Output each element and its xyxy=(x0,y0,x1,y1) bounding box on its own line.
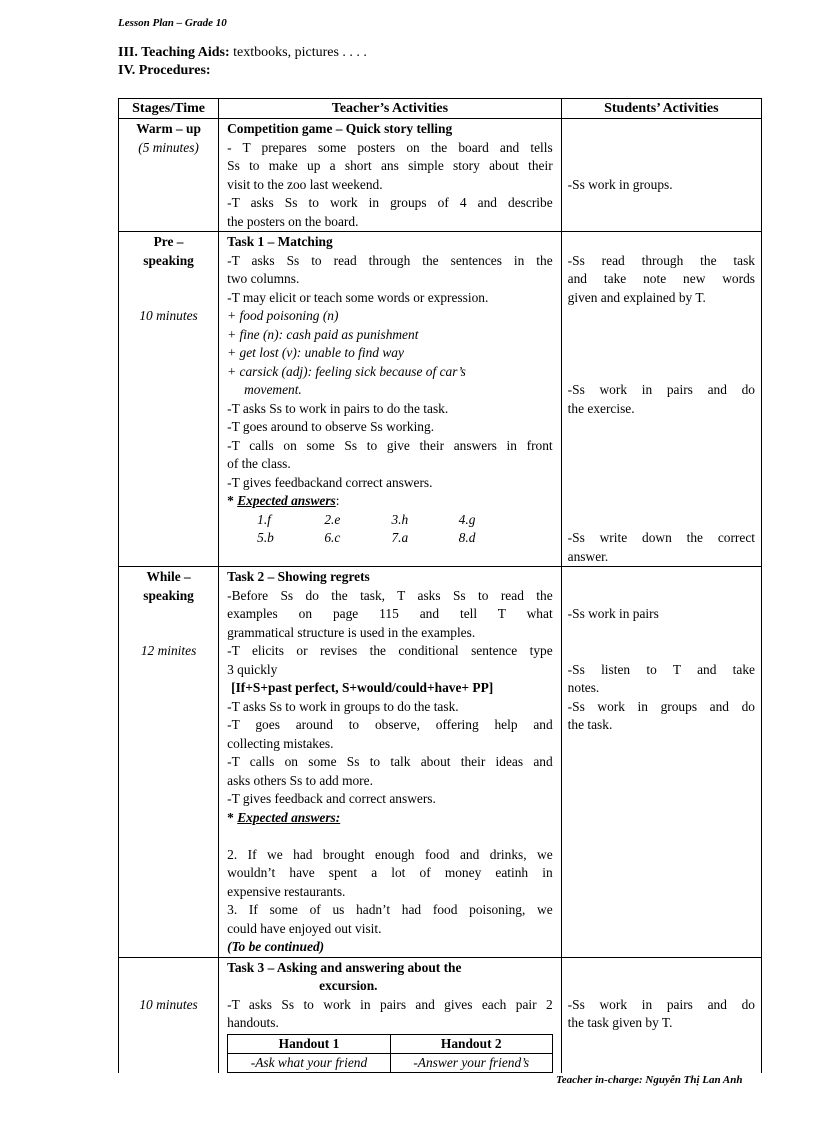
text-line: -T asks Ss to work in pairs and gives each pair 2 xyxy=(227,996,553,1012)
text-line: -T asks Ss to work in pairs to do the task. xyxy=(227,400,449,416)
handout-1-text: -Ask what your friend xyxy=(228,1053,391,1072)
vocab-item: + fine (n): cash paid as punishment xyxy=(227,326,419,342)
handout-1-header: Handout 1 xyxy=(228,1034,391,1053)
text-line: collecting mistakes. xyxy=(227,735,334,751)
stage-name: While – xyxy=(146,569,191,584)
stage-name: Pre – xyxy=(153,234,184,249)
text-line: -T asks Ss to work in groups of 4 and describe xyxy=(227,195,553,210)
teaching-aids xyxy=(118,45,367,61)
stage-time: 10 minutes xyxy=(139,996,198,1012)
text-line: -Ss work in groups. xyxy=(567,176,673,192)
stage-name: speaking xyxy=(143,587,194,603)
table-row xyxy=(119,957,762,1073)
expected-answers-label: * Expected answers: xyxy=(227,493,340,508)
text-line: the task. xyxy=(567,717,613,732)
header-stages: Stages/Time xyxy=(119,99,219,119)
text-line: 3. If some of us hadn’t had food poisoning, we xyxy=(227,902,553,917)
stage-time: 10 minutes xyxy=(139,308,198,323)
text-line: -Ss read through the task xyxy=(567,252,755,268)
vocab-item: movement. xyxy=(244,382,302,397)
table-row xyxy=(119,567,762,958)
stage-time: 12 minites xyxy=(140,643,197,658)
text-line: and take note new words xyxy=(567,271,755,286)
teaching-aids-text: textbooks, pictures . . . . xyxy=(229,45,367,60)
stage-cell xyxy=(119,119,219,232)
text-line: handouts. xyxy=(227,1015,279,1030)
handout-2-header: Handout 2 xyxy=(390,1034,552,1053)
text-line: -Ss write down the correct xyxy=(567,530,755,545)
expected-answers-label: * Expected answers: xyxy=(227,809,341,825)
teacher-cell xyxy=(219,232,562,567)
stage-time: (5 minutes) xyxy=(138,139,199,155)
text-line: -T goes around to observe Ss working. xyxy=(227,419,435,434)
vocab-item: + carsick (adj): feeling sick because of car’s xyxy=(227,363,466,379)
text-line: -Ss work in pairs xyxy=(567,606,659,621)
text-line: 3 quickly xyxy=(227,661,278,677)
header-students: Students’ Activities xyxy=(561,99,761,119)
text-line: -T calls on some Ss to talk about their ideas and xyxy=(227,754,553,769)
page-header: Lesson Plan – Grade 10 xyxy=(118,17,227,29)
teaching-aids-label: III. Teaching Aids: xyxy=(118,45,230,60)
stage-name: speaking xyxy=(143,252,194,268)
vocab-item: + food poisoning (n) xyxy=(227,308,339,323)
text-line: -T gives feedbackand correct answers. xyxy=(227,474,433,490)
table-header-row xyxy=(119,99,762,119)
vocab-item: + get lost (v): unable to find way xyxy=(227,345,404,360)
student-cell xyxy=(561,567,761,958)
grammar-formula: [If+S+past perfect, S+would/could+have+ PP] xyxy=(231,680,494,695)
procedures-table xyxy=(118,98,762,1073)
text-line: -T elicits or revises the conditional sentence type xyxy=(227,643,553,658)
text-line: two columns. xyxy=(227,271,300,286)
text-line: -Ss work in pairs and do xyxy=(567,996,755,1012)
handout-table xyxy=(227,1034,553,1073)
activity-title: Task 3 – Asking and answering about the xyxy=(227,959,462,975)
text-line: -T gives feedback and correct answers. xyxy=(227,791,436,806)
stage-cell xyxy=(119,232,219,567)
activity-title: Competition game – Quick story telling xyxy=(227,121,453,136)
table-row xyxy=(119,119,762,232)
activity-title: Task 2 – Showing regrets xyxy=(227,569,370,584)
text-line: the task given by T. xyxy=(567,1015,673,1030)
text-line: grammatical structure is used in the examples. xyxy=(227,624,476,640)
text-line: expensive restaurants. xyxy=(227,883,346,899)
text-line: the posters on the board. xyxy=(227,213,359,229)
text-line: of the class. xyxy=(227,456,291,471)
teacher-cell xyxy=(219,957,562,1073)
text-line: the exercise. xyxy=(567,400,635,416)
stage-name: Warm – up xyxy=(136,121,201,136)
stage-cell xyxy=(119,957,219,1073)
activity-title: excursion. xyxy=(319,978,378,993)
text-line: -T calls on some Ss to give their answers in front xyxy=(227,437,553,453)
text-line: -T goes around to observe, offering help and xyxy=(227,717,553,732)
text-line: -T asks Ss to work in groups to do the task. xyxy=(227,698,459,714)
answers-row: 1.f 2.e 3.h 4.g xyxy=(257,511,476,527)
procedures-heading: IV. Procedures: xyxy=(118,63,211,78)
student-cell xyxy=(561,957,761,1073)
stage-cell xyxy=(119,567,219,958)
text-line: 2. If we had brought enough food and drinks, we xyxy=(227,846,553,862)
answers-row: 5.b 6.c 7.a 8.d xyxy=(257,530,476,545)
student-cell xyxy=(561,232,761,567)
text-line: -Ss work in groups and do xyxy=(567,698,755,714)
text-line: wouldn’t have spent a lot of money eatinh in xyxy=(227,865,553,880)
text-line: -Ss work in pairs and do xyxy=(567,382,755,397)
text-line: -Ss listen to T and take xyxy=(567,661,755,677)
text-line: notes. xyxy=(567,680,600,695)
teacher-cell xyxy=(219,119,562,232)
text-line: answer. xyxy=(567,548,609,564)
table-row xyxy=(119,232,762,567)
text-line: asks others Ss to add more. xyxy=(227,772,373,788)
text-line: could have enjoyed out visit. xyxy=(227,920,382,936)
text-line: -Before Ss do the task, T asks Ss to read the xyxy=(227,587,553,603)
text-line: - T prepares some posters on the board and tells xyxy=(227,139,553,155)
teacher-in-charge: Teacher in-charge: Nguyễn Thị Lan Anh xyxy=(556,1074,743,1086)
student-cell xyxy=(561,119,761,232)
handout-2-text: -Answer your friend’s xyxy=(390,1053,552,1072)
text-line: examples on page 115 and tell T what xyxy=(227,606,553,621)
text-line: -T asks Ss to read through the sentences in the xyxy=(227,252,553,268)
text-line: given and explained by T. xyxy=(567,289,706,305)
text-line: -T may elicit or teach some words or expression. xyxy=(227,289,489,305)
text-line: Ss to make up a short ans simple story about their xyxy=(227,158,553,173)
text-line: visit to the zoo last weekend. xyxy=(227,176,383,192)
activity-title: Task 1 – Matching xyxy=(227,234,333,249)
header-teacher: Teacher’s Activities xyxy=(219,99,562,119)
to-be-continued: (To be continued) xyxy=(227,939,325,954)
teacher-cell xyxy=(219,567,562,958)
